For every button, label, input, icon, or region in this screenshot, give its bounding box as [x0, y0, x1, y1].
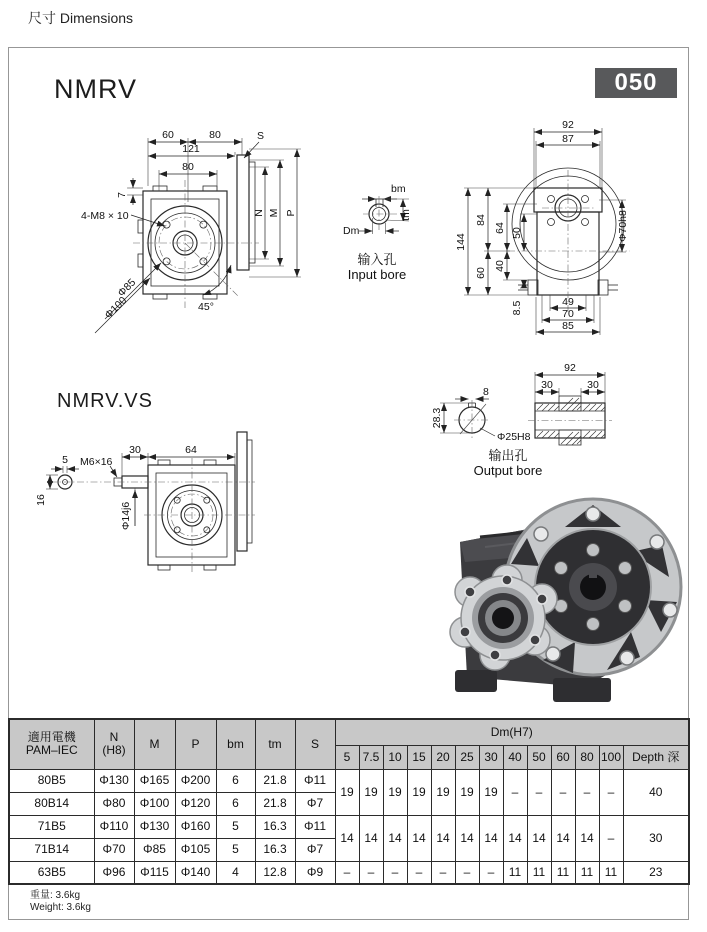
- header-ratio-7-5: 7.5: [359, 745, 383, 769]
- rear-view-dimensions: [464, 128, 626, 335]
- dim-label-70: 70: [562, 308, 574, 320]
- header-ratio-50: 50: [527, 745, 551, 769]
- cell-p: Φ200: [175, 769, 216, 792]
- cell-dm: –: [455, 861, 479, 884]
- model-vs-name: NMRV.VS: [57, 390, 153, 412]
- dim-label-8-5: 8.5: [511, 300, 523, 316]
- header-ratio-20: 20: [431, 745, 455, 769]
- cell-tm: 12.8: [255, 861, 295, 884]
- input-bore-outline: [363, 196, 397, 232]
- cell-dm: –: [407, 861, 431, 884]
- dim-label-dia14j6: Φ14j6: [120, 501, 132, 530]
- dim-label-28-3: 28.3: [431, 407, 443, 429]
- dim-label-7: 7: [116, 192, 128, 198]
- cell-dm: 11: [551, 861, 575, 884]
- cell-dm: –: [527, 769, 551, 815]
- dim-label-85: 85: [562, 320, 574, 332]
- cell-m: Φ100: [134, 792, 175, 815]
- cell-depth: 30: [623, 815, 689, 861]
- dim-label-87: 87: [562, 133, 574, 145]
- input-bore-caption-cn: 输入孔: [357, 252, 397, 267]
- cell-s: Φ7: [295, 838, 335, 861]
- dim-label-m: M: [268, 208, 280, 218]
- front-view-drawing: [45, 112, 345, 354]
- output-bore-caption-cn: 输出孔: [488, 448, 528, 463]
- header-p: P: [175, 719, 216, 769]
- cell-dm: 14: [551, 815, 575, 861]
- front-view-outline: [133, 155, 259, 308]
- cell-tm: 21.8: [255, 792, 295, 815]
- cell-p: Φ160: [175, 815, 216, 838]
- cell-dm: –: [551, 769, 575, 815]
- cell-m: Φ130: [134, 815, 175, 838]
- cell-bm: 4: [216, 861, 255, 884]
- dim-label-5: 5: [62, 454, 68, 466]
- cell-dm: 19: [455, 769, 479, 815]
- dim-label-bm: bm: [391, 183, 406, 195]
- header-pam-iec: [9, 719, 94, 769]
- model-name: NMRV: [54, 74, 138, 104]
- header-ratio-5: 5: [335, 745, 359, 769]
- cell-s: Φ11: [295, 769, 335, 792]
- dim-label-dm: Dm: [343, 225, 360, 237]
- dim-label-30: 30: [129, 444, 141, 456]
- cell-dm: 19: [479, 769, 503, 815]
- cell-dm: 11: [575, 861, 599, 884]
- cell-bm: 5: [216, 838, 255, 861]
- cell-n: Φ110: [94, 815, 134, 838]
- cell-bm: 5: [216, 815, 255, 838]
- dim-label-64: 64: [185, 444, 197, 456]
- cell-dm: –: [503, 769, 527, 815]
- cell-dm: 11: [503, 861, 527, 884]
- cell-p: Φ105: [175, 838, 216, 861]
- cell-m: Φ165: [134, 769, 175, 792]
- header-pam-cn: 適用電機: [27, 730, 76, 745]
- dim-label-144: 144: [455, 233, 467, 251]
- header-ratio-80: 80: [575, 745, 599, 769]
- header-ratio-100: 100: [599, 745, 623, 769]
- cell-pam: 71B14: [9, 838, 94, 861]
- header-n: [94, 719, 134, 769]
- cell-dm: 19: [407, 769, 431, 815]
- cell-s: Φ9: [295, 861, 335, 884]
- cell-dm: 11: [527, 861, 551, 884]
- header-m: M: [134, 719, 175, 769]
- dim-label-p: P: [285, 209, 297, 217]
- cell-dm: 14: [503, 815, 527, 861]
- dim-label-50: 50: [511, 227, 523, 239]
- cell-dm: 14: [479, 815, 503, 861]
- cell-n: Φ130: [94, 769, 134, 792]
- dim-label-64: 64: [494, 222, 506, 234]
- cell-dm: 19: [383, 769, 407, 815]
- dim-label-8: 8: [483, 386, 489, 398]
- cell-bm: 6: [216, 769, 255, 792]
- dim-label-80-top: 80: [209, 129, 221, 141]
- header-n-symbol: N: [109, 730, 119, 745]
- dim-label-80: 80: [182, 161, 194, 173]
- header-ratio-40: 40: [503, 745, 527, 769]
- cell-dm: 14: [431, 815, 455, 861]
- dim-label-92: 92: [562, 119, 574, 131]
- cell-m: Φ85: [134, 838, 175, 861]
- cell-n: Φ70: [94, 838, 134, 861]
- cell-dm: 14: [527, 815, 551, 861]
- output-bore-caption-en: Output bore: [473, 463, 543, 478]
- size-badge: 050: [595, 68, 677, 98]
- dim-label-16: 16: [35, 494, 47, 506]
- rear-view-drawing: [450, 112, 690, 352]
- output-bore-diagram: [420, 358, 655, 486]
- dim-label-tm: tm: [400, 209, 412, 221]
- dim-label-60: 60: [475, 267, 487, 279]
- dim-label-dia70h8: Φ70h8: [617, 210, 629, 242]
- cell-dm: –: [335, 861, 359, 884]
- dim-label-dia25h8: Φ25H8: [497, 431, 531, 443]
- cell-pam: 71B5: [9, 815, 94, 838]
- dim-label-60: 60: [162, 129, 174, 141]
- dim-label-m6x16: M6×16: [80, 456, 113, 468]
- table-row-80b5: [9, 769, 689, 792]
- cell-pam: 80B5: [9, 769, 94, 792]
- cell-depth: 23: [623, 861, 689, 884]
- input-bore-diagram: [335, 168, 455, 286]
- dim-label-49: 49: [562, 296, 574, 308]
- header-s: S: [295, 719, 335, 769]
- header-ratio-30: 30: [479, 745, 503, 769]
- cell-dm: 14: [359, 815, 383, 861]
- cell-tm: 16.3: [255, 838, 295, 861]
- cell-dm: –: [599, 769, 623, 815]
- cell-dm: –: [599, 815, 623, 861]
- header-ratio-10: 10: [383, 745, 407, 769]
- weight-note-cn: 重量: 3.6kg: [30, 890, 81, 901]
- rear-view-outline: [508, 168, 630, 312]
- cell-p: Φ120: [175, 792, 216, 815]
- input-bore-caption-en: Input bore: [347, 267, 407, 282]
- page-title: 尺寸 Dimensions: [28, 10, 134, 26]
- cell-n: Φ96: [94, 861, 134, 884]
- cell-dm: 14: [407, 815, 431, 861]
- table-row-71b5: [9, 815, 689, 838]
- cell-bm: 6: [216, 792, 255, 815]
- dim-label-30-left: 30: [541, 379, 553, 391]
- cell-s: Φ7: [295, 792, 335, 815]
- cell-dm: 19: [431, 769, 455, 815]
- cell-dm: –: [479, 861, 503, 884]
- cell-dm: 14: [575, 815, 599, 861]
- cell-dm: –: [575, 769, 599, 815]
- header-bm: bm: [216, 719, 255, 769]
- header-ratio-15: 15: [407, 745, 431, 769]
- cell-p: Φ140: [175, 861, 216, 884]
- cell-n: Φ80: [94, 792, 134, 815]
- header-ratio-25: 25: [455, 745, 479, 769]
- dim-label-84: 84: [475, 214, 487, 226]
- cell-tm: 16.3: [255, 815, 295, 838]
- cell-dm: –: [383, 861, 407, 884]
- bolt-note-label: 4-M8 × 10: [81, 210, 129, 222]
- header-tm: tm: [255, 719, 295, 769]
- cell-pam: 63B5: [9, 861, 94, 884]
- cell-pam: 80B14: [9, 792, 94, 815]
- cell-dm: 19: [335, 769, 359, 815]
- weight-note: [30, 890, 91, 914]
- cell-dm: 19: [359, 769, 383, 815]
- header-pam-en: PAM–IEC: [25, 743, 78, 758]
- header-ratio-60: 60: [551, 745, 575, 769]
- output-bore-outline: [454, 396, 612, 445]
- header-n-tolerance: (H8): [102, 743, 126, 758]
- weight-note-en: Weight: 3.6kg: [30, 902, 91, 913]
- cell-depth: 40: [623, 769, 689, 815]
- dim-label-92: 92: [564, 362, 576, 374]
- dim-label-30-right: 30: [587, 379, 599, 391]
- header-dm-group: Dm(H7): [335, 719, 689, 745]
- cell-dm: 14: [335, 815, 359, 861]
- dim-label-45deg: 45°: [198, 301, 214, 313]
- cell-dm: 14: [383, 815, 407, 861]
- vs-view-drawing: [35, 420, 275, 588]
- cell-dm: 14: [455, 815, 479, 861]
- dim-label-dia100: Φ100: [102, 294, 130, 322]
- cell-dm: 11: [599, 861, 623, 884]
- cell-m: Φ115: [134, 861, 175, 884]
- header-depth: Depth 深: [623, 745, 689, 769]
- dim-label-121: 121: [182, 143, 200, 155]
- dim-label-40: 40: [494, 260, 506, 272]
- table-row-63b5: [9, 861, 689, 884]
- dim-label-n: N: [253, 209, 265, 217]
- vs-view-outline: [50, 432, 255, 572]
- dimensions-table: [8, 718, 690, 885]
- cell-dm: –: [431, 861, 455, 884]
- cell-s: Φ11: [295, 815, 335, 838]
- dim-label-s: S: [257, 130, 265, 142]
- cell-dm: –: [359, 861, 383, 884]
- dim-label-dia85: Φ85: [115, 276, 139, 300]
- cell-tm: 21.8: [255, 769, 295, 792]
- product-photo: [435, 492, 690, 707]
